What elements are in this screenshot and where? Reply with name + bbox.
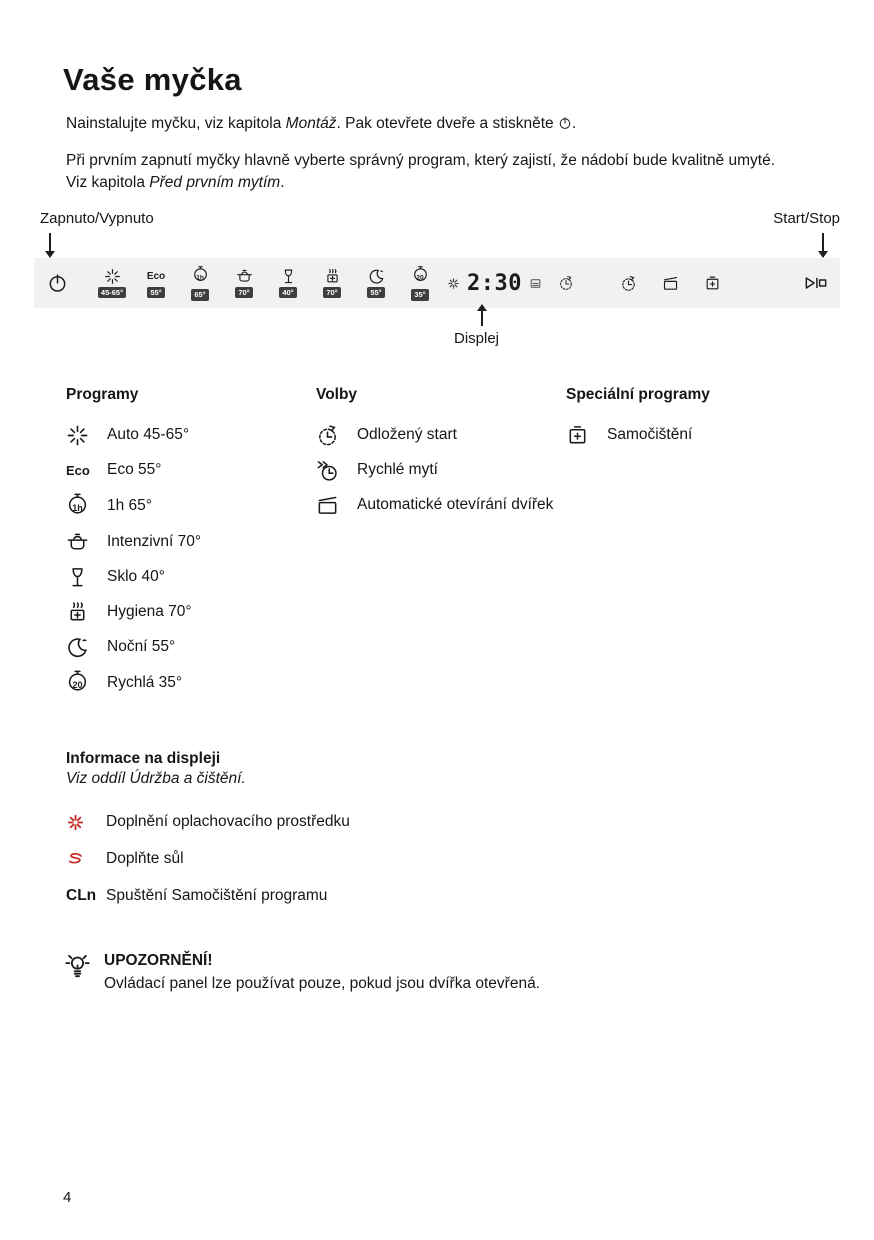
one-hour-program-icon [66,492,93,520]
program-temp-badge: 35° [411,289,428,300]
chapter-ref-montaz: Montáž [285,115,337,132]
program-temp-badge: 55° [367,287,384,298]
special-label: Samočištění [607,425,693,443]
power-icon [558,116,572,130]
program-item-hygiene [66,599,316,625]
option-label: Automatické otevírání dvířek [357,495,554,513]
warning-text: Ovládací panel lze používat pouze, pokud jsou dvířka otevřená. [104,975,540,992]
program-item-quick [66,669,316,697]
program-temp-badge: 70° [323,287,340,298]
salt-indicator-icon [529,277,542,290]
self-clean-icon [566,424,593,447]
intro-2-text: Viz kapitola [66,174,150,191]
special-programs-heading: Speciální programy [566,386,710,403]
panel-program-eco [138,268,174,298]
eco-program-icon [66,463,93,478]
programs-heading: Programy [66,386,139,403]
intro-1-text-2: . Pak otevřete dveře a stiskněte [336,115,558,132]
display-info-salt [66,847,874,871]
glass-program-icon [280,268,297,285]
rinse-aid-icon [66,813,93,832]
delayed-start-button-icon [620,275,637,292]
option-item-auto-door [316,492,566,518]
power-button-icon [47,273,68,294]
startstop-callout-arrow [822,233,824,251]
display-callout-arrow [481,311,483,326]
display-info-section [66,750,874,908]
power-callout-label: Zapnuto/Vypnuto [40,210,154,227]
panel-program-buttons [94,258,438,308]
program-label: 1h 65° [107,496,152,514]
intro-2-sentence: Při prvním zapnutí myčky hlavně vyberte správný program, který zajistí, že nádobí bude kvalitně umyté. [66,152,776,169]
twenty-glyph-text: 20 [416,274,424,282]
program-item-1h [66,492,316,520]
page-title: Vaše myčka [63,62,242,97]
glass-program-icon [66,566,93,589]
program-item-auto [66,422,316,448]
delayed-start-icon [316,424,343,447]
panel-program-hygiene [314,268,350,298]
cln-code [66,887,97,905]
program-label: Sklo 40° [107,567,165,585]
warning-title: UPOZORNĚNÍ! [104,952,213,969]
program-temp-badge: 70° [235,287,252,298]
intro-1-period: . [571,115,577,132]
one-hour-glyph-text: 1h [72,503,83,514]
program-temp-badge: 55° [147,287,164,298]
intro-1-text: Nainstalujte myčku, viz kapitola [66,115,286,132]
panel-program-1h [182,265,218,300]
option-label: Rychlé mytí [357,460,438,478]
start-stop-button-icon [802,272,829,294]
quick-wash-icon [316,459,343,482]
intensive-program-icon [66,531,93,554]
auto-door-open-icon [316,494,343,517]
warning-body [104,952,540,995]
display-callout-label: Displej [454,330,500,347]
panel-program-night [358,268,394,298]
startstop-callout-label: Start/Stop [773,210,840,227]
salt-icon [66,850,93,869]
program-temp-badge: 45-65° [98,287,126,298]
cln-glyph-text: CLn [66,887,97,904]
rinse-aid-indicator-icon [447,277,460,290]
hygiene-program-icon [324,268,341,285]
eco-glyph-text: Eco [66,462,90,478]
eco-program-icon: Eco [146,270,166,282]
salt-label: Doplňte sůl [106,849,184,867]
control-panel-strip [34,258,840,308]
intro-paragraph-2 [66,150,838,194]
night-program-icon [66,636,93,659]
program-label: Intenzivní 70° [107,532,202,550]
programs-column [66,386,316,706]
self-clean-button-icon [704,275,721,292]
panel-display [447,258,574,308]
display-info-subheading: Viz oddíl Údržba a čištění. [66,770,246,787]
night-program-icon [368,268,385,285]
program-item-night [66,634,316,660]
program-temp-badge: 65° [191,289,208,300]
program-label: Hygiena 70° [107,602,192,620]
program-label: Eco 55° [107,460,162,478]
program-label: Rychlá 35° [107,673,183,691]
one-hour-program-icon [192,265,209,287]
quick-program-icon [412,265,429,287]
auto-program-icon [66,424,93,447]
panel-program-auto [94,268,130,298]
quick-program-icon [66,669,93,697]
warning-note [64,952,838,995]
one-hour-glyph-text: 1h [196,274,204,282]
legend-columns [66,386,874,706]
program-temp-badge: 40° [279,287,296,298]
auto-door-open-button-icon [662,275,679,292]
panel-program-quick [402,265,438,300]
display-time: 2:30 [467,270,522,296]
lightbulb-icon [64,953,91,980]
program-item-intensive [66,529,316,555]
panel-program-glass [270,268,306,298]
rinse-aid-label: Doplnění oplachovacího prostředku [106,812,350,830]
page-number: 4 [63,1189,72,1206]
options-heading: Volby [316,386,358,403]
power-callout-arrow [49,233,51,251]
option-label: Odložený start [357,425,457,443]
delayed-start-indicator-icon [558,275,574,291]
panel-option-buttons [620,258,721,308]
intensive-program-icon [236,268,253,285]
intro-paragraph-1 [66,113,838,135]
special-item-self-clean [566,422,816,448]
intro-2-period: . [280,174,285,191]
display-info-cln [66,884,874,908]
panel-program-intensive [226,268,262,298]
display-info-rinse-aid [66,810,874,834]
control-panel-figure [34,210,840,356]
program-item-eco [66,457,316,483]
program-label: Noční 55° [107,637,176,655]
option-item-delayed-start [316,422,566,448]
display-info-heading: Informace na displeji [66,750,221,767]
program-label: Auto 45-65° [107,425,190,443]
options-column [316,386,566,706]
special-programs-column [566,386,816,706]
twenty-glyph-text: 20 [72,680,83,691]
hygiene-program-icon [66,601,93,624]
cln-label: Spuštění Samočištění programu [106,886,328,904]
auto-program-icon [104,268,121,285]
program-item-glass [66,564,316,590]
option-item-quick-wash [316,457,566,483]
chapter-ref-pred-prvnim-mytim: Před prvním mytím [149,174,281,191]
